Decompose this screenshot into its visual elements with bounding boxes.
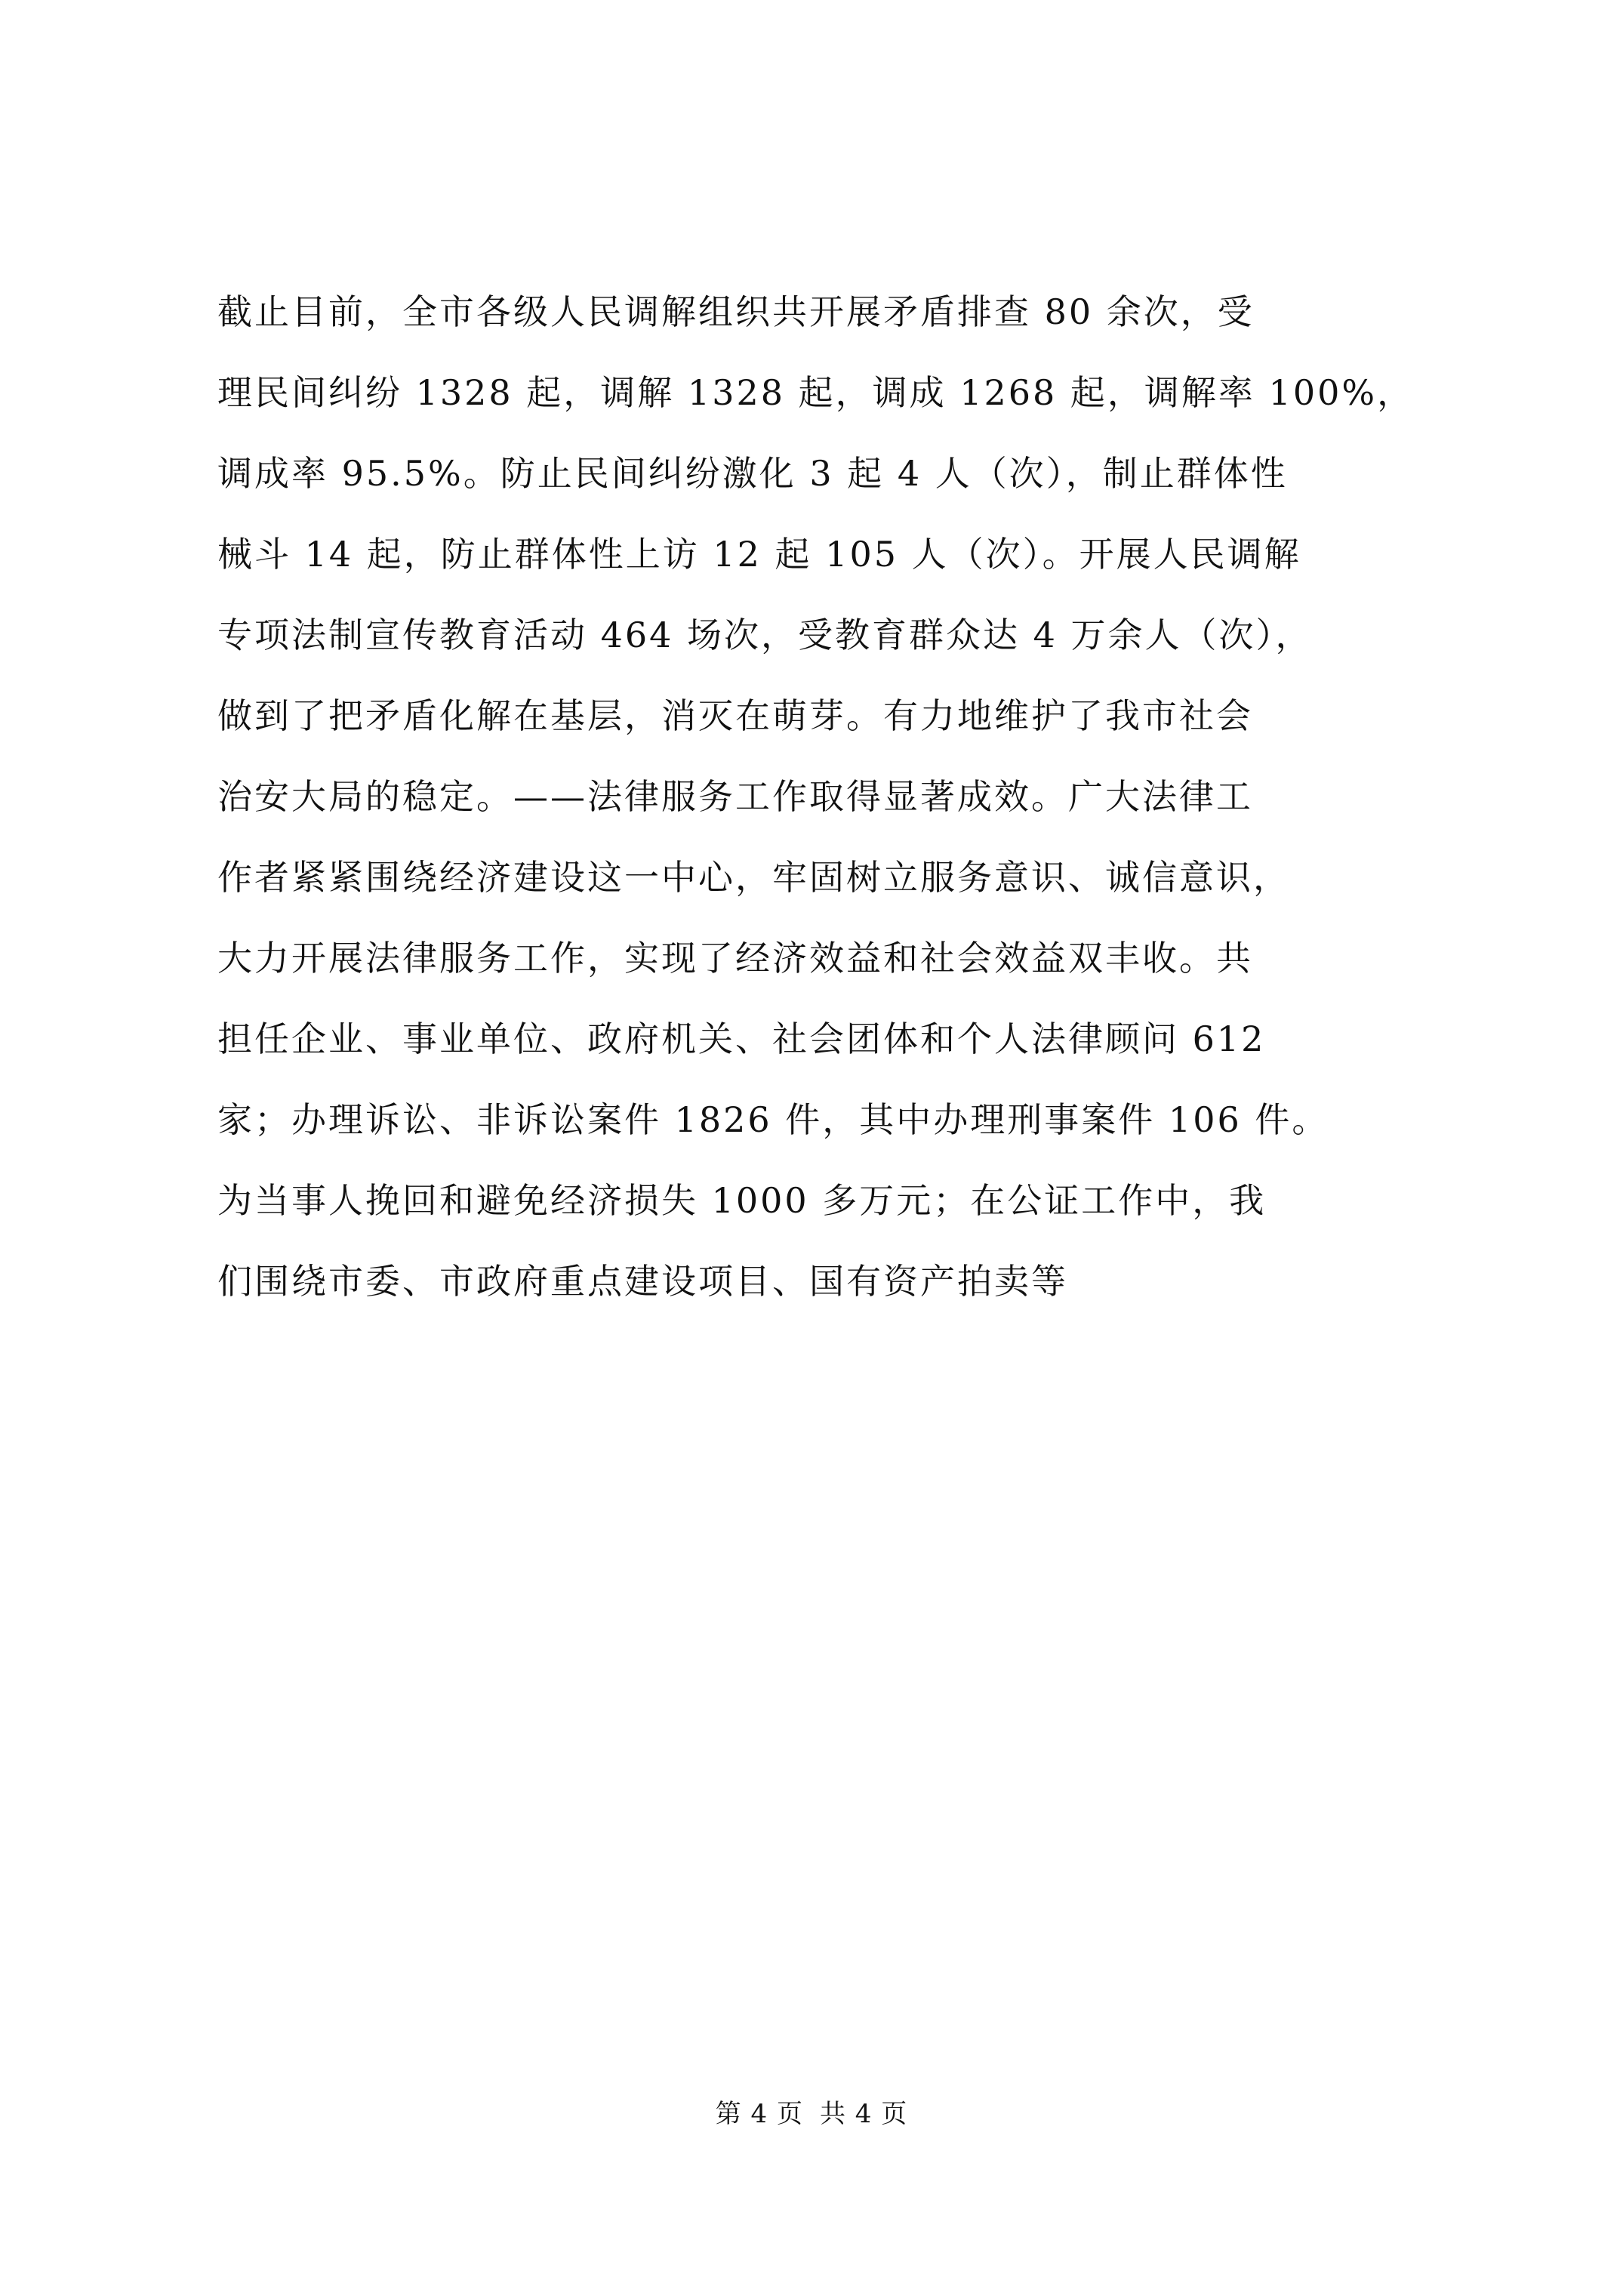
- text-line-7: 治安大局的稳定。——法律服务工作取得显著成效。广大法律工: [217, 776, 1253, 817]
- text-line-10: 担任企业、事业单位、政府机关、社会团体和个人法律顾问 612: [217, 1019, 1266, 1059]
- text-line-6: 做到了把矛盾化解在基层，消灭在萌芽。有力地维护了我市社会: [217, 695, 1253, 736]
- text-line-1: 截止目前，全市各级人民调解组织共开展矛盾排查 80 余次，受: [217, 291, 1255, 332]
- text-line-2: 理民间纠纷 1328 起，调解 1328 起，调成 1268 起，调解率 100%，: [217, 372, 1415, 413]
- text-line-9: 大力开展法律服务工作，实现了经济效益和社会效益双丰收。共: [217, 938, 1253, 978]
- page-total: 共 4 页: [820, 2099, 908, 2129]
- page-footer: [0, 2093, 1623, 2130]
- body-paragraph: [217, 272, 1463, 1322]
- text-line-8: 作者紧紧围绕经济建设这一中心，牢固树立服务意识、诚信意识，: [217, 857, 1290, 898]
- text-line-4: 械斗 14 起，防止群体性上访 12 起 105 人（次）。开展人民调解: [217, 534, 1301, 575]
- text-line-11: 家；办理诉讼、非诉讼案件 1826 件，其中办理刑事案件 106 件。: [217, 1099, 1329, 1140]
- text-line-12: 为当事人挽回和避免经济损失 1000 多万元；在公证工作中，我: [217, 1180, 1267, 1221]
- text-line-5: 专项法制宣传教育活动 464 场次，受教育群众达 4 万余人（次），: [217, 615, 1313, 655]
- text-line-13: 们围绕市委、市政府重点建设项目、国有资产拍卖等: [217, 1261, 1068, 1302]
- text-line-3: 调成率 95.5%。防止民间纠纷激化 3 起 4 人（次），制止群体性: [217, 453, 1288, 494]
- page-number: 第 4 页: [715, 2099, 803, 2129]
